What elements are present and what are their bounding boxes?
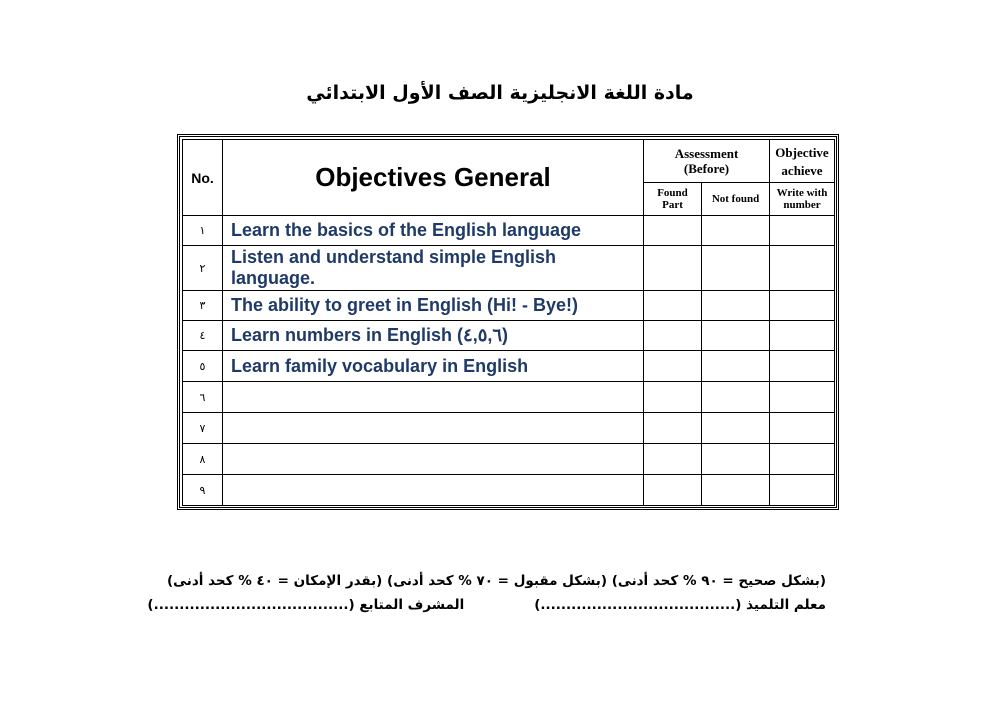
cell-not-found[interactable] [702,351,770,382]
cell-not-found[interactable] [702,321,770,351]
row-number: ٣ [183,291,223,321]
table-row [183,216,835,246]
header-found-part-line1: Found [657,187,688,199]
cell-not-found[interactable] [702,246,770,291]
row-objective: Learn numbers in English (٤,٥,٦) [223,321,644,351]
row-number: ١ [183,216,223,246]
header-not-found: Not found [702,183,770,216]
header-no: No. [183,140,223,216]
cell-write-number[interactable] [770,413,835,444]
cell-not-found[interactable] [702,413,770,444]
cell-not-found[interactable] [702,382,770,413]
page-title: مادة اللغة الانجليزية الصف الأول الابتدائي [306,82,694,104]
signature-line [147,597,826,613]
table-row [183,475,835,506]
row-objective[interactable] [223,475,644,506]
cell-write-number[interactable] [770,321,835,351]
cell-found-part[interactable] [644,444,702,475]
table-row [183,413,835,444]
cell-not-found[interactable] [702,444,770,475]
cell-write-number[interactable] [770,444,835,475]
cell-found-part[interactable] [644,382,702,413]
table-row [183,321,835,351]
header-found-part [644,183,702,216]
header-assessment [644,140,770,183]
cell-found-part[interactable] [644,475,702,506]
row-number: ٨ [183,444,223,475]
grading-scale-note: (بشكل صحيح = ٩٠ % كحد أدنى) (بشكل مقبول = ٧٠ % كحد أدنى) (بقدر الإمكان = ٤٠ % كحد أدنى) [166,573,826,589]
header-write-line2: number [783,199,821,211]
cell-write-number[interactable] [770,475,835,506]
cell-not-found[interactable] [702,475,770,506]
table-row [183,291,835,321]
row-number: ٤ [183,321,223,351]
table-row [183,444,835,475]
header-objective-achieve [770,140,835,183]
cell-write-number[interactable] [770,246,835,291]
cell-write-number[interactable] [770,382,835,413]
cell-found-part[interactable] [644,321,702,351]
header-objectives: Objectives General [223,140,644,216]
cell-not-found[interactable] [702,291,770,321]
cell-write-number[interactable] [770,351,835,382]
row-objective: The ability to greet in English (Hi! - Bye!) [223,291,644,321]
row-objective[interactable] [223,444,644,475]
table-row [183,246,835,291]
cell-found-part[interactable] [644,246,702,291]
cell-found-part[interactable] [644,351,702,382]
supervisor-signature: المشرف المتابع (......................................) [147,597,465,613]
header-write-line1: Write with [776,187,828,199]
cell-write-number[interactable] [770,216,835,246]
cell-found-part[interactable] [644,291,702,321]
row-number: ٦ [183,382,223,413]
row-number: ٩ [183,475,223,506]
header-write-with-number [770,183,835,216]
table-row [183,382,835,413]
row-objective[interactable] [223,382,644,413]
cell-found-part[interactable] [644,216,702,246]
row-number: ٧ [183,413,223,444]
row-objective: Learn the basics of the English language [223,216,644,246]
cell-found-part[interactable] [644,413,702,444]
row-objective: Learn family vocabulary in English [223,351,644,382]
header-objective-line1: Objective [775,144,829,160]
row-objective[interactable] [223,413,644,444]
header-assessment-line1: Assessment [674,146,739,161]
row-number: ٥ [183,351,223,382]
teacher-signature: معلم التلميذ (......................................) [534,597,826,613]
objectives-table-frame [177,134,839,510]
cell-not-found[interactable] [702,216,770,246]
cell-write-number[interactable] [770,291,835,321]
row-objective: Listen and understand simple English language. [223,246,644,291]
objectives-table [182,139,835,506]
header-assessment-line2: (Before) [683,161,730,176]
row-number: ٢ [183,246,223,291]
table-row [183,351,835,382]
header-found-part-line2: Part [662,199,683,211]
header-objective-line2: achieve [781,162,823,178]
